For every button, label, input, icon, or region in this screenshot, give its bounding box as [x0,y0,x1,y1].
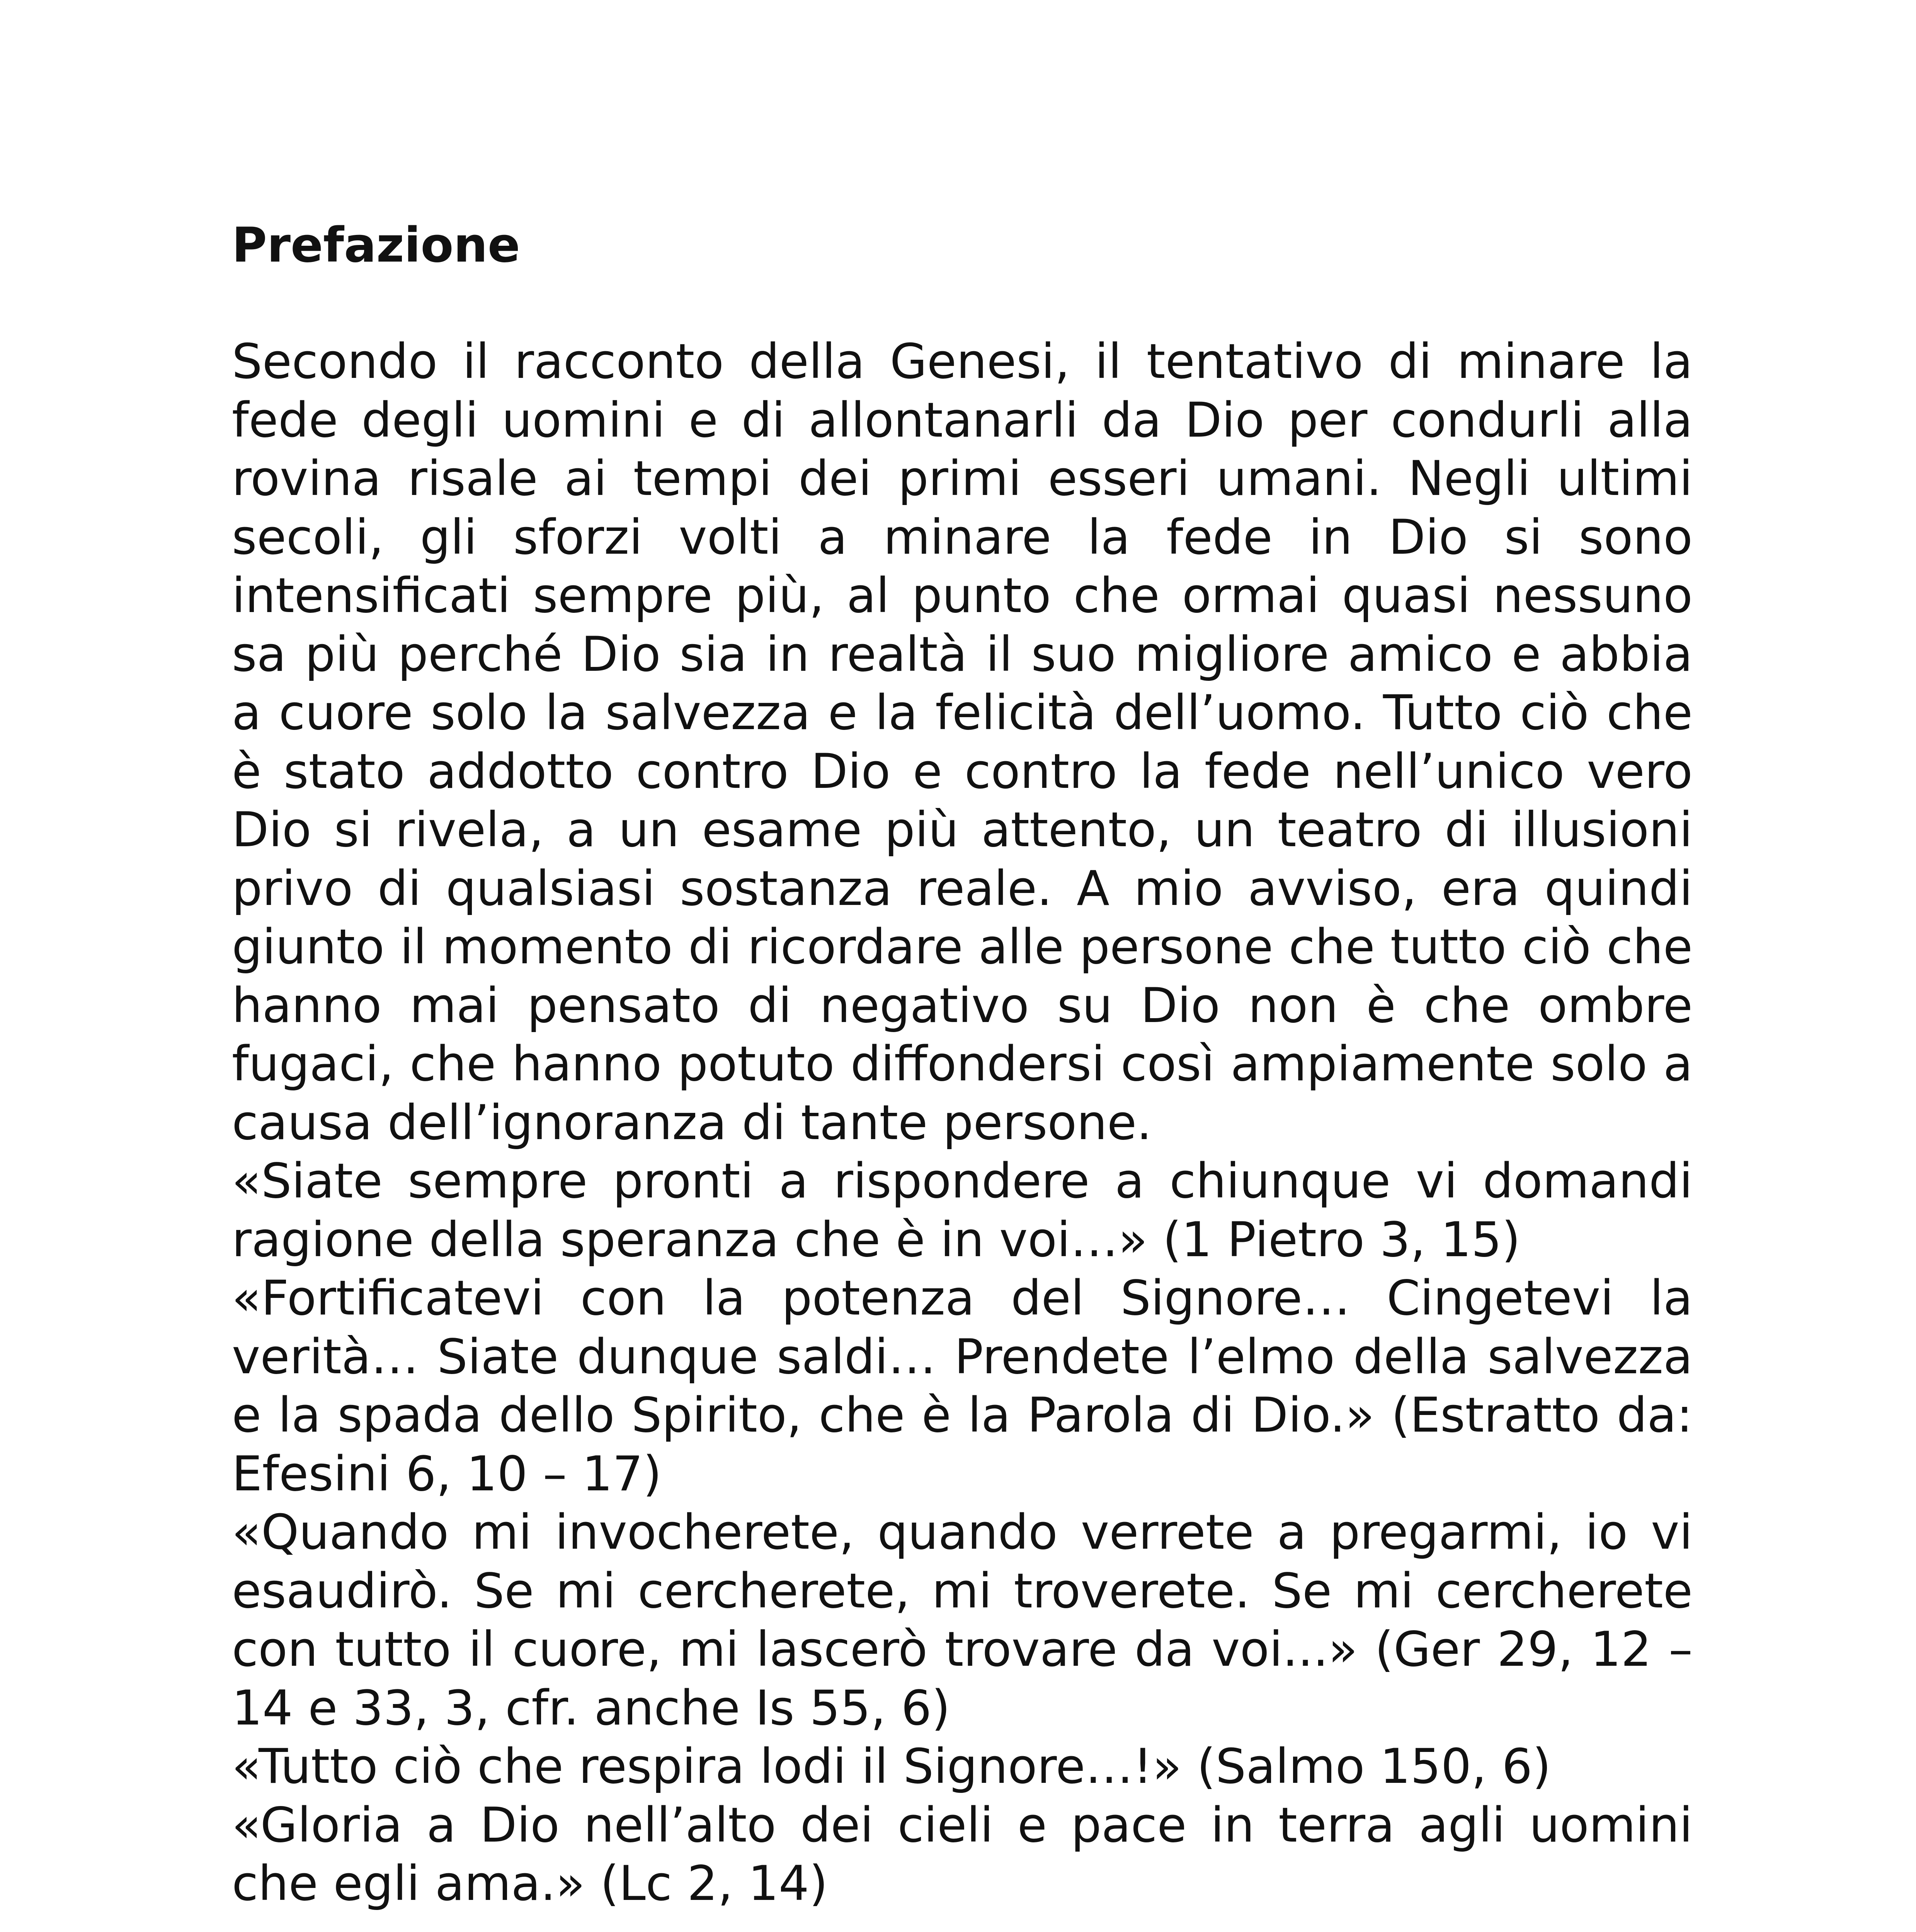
quote-paragraph: «Quando mi invocherete, quando verrete a pregarmi, io vi esaudirò. Se mi cercherete, mi troverete. Se mi cercherete con tutto il cuore, mi lascerò trovare da voi...» (Ger 29, 12 – 14 e 33, 3, cfr. anche Is 55, 6) [232,1505,1693,1736]
spacer [232,274,1693,333]
quote-paragraph: «Siate sempre pronti a rispondere a chiunque vi domandi ragione della speranza che è in voi…» (1 Pietro 3, 15) [232,1153,1693,1268]
quote-paragraph: «Fortificatevi con la potenza del Signore… Cingetevi la verità… Siate dunque saldi… Prendete l’elmo della salvezza e la spada dello Spirito, che è la Parola di Dio.» (Estratto da: Efesini 6, 10 – 17) [232,1270,1693,1502]
body-paragraph: Secondo il racconto della Genesi, il tentativo di minare la fede degli uomini e di allontanarli da Dio per condurli alla rovina risale ai tempi dei primi esseri umani. Negli ultimi secoli, gli sforzi volti a minare la fede in Dio si sono intensificati sempre più, al punto che ormai quasi nessuno sa più perché Dio sia in realtà il suo migliore amico e abbia a cuore solo la salvezza e la felicità dell’uomo. Tutto ciò che è stato addotto contro Dio e contro la fede nell’unico vero Dio si rivela, a un esame più attento, un teatro di illusioni privo di qualsiasi sostanza reale. A mio avviso, era quindi giunto il momento di ricordare alle persone che tutto ciò che hanno mai pensato di negativo su Dio non è che ombre fugaci, che hanno potuto diffondersi così ampiamente solo a causa dell’ignoranza di tante persone. [232,334,1693,1151]
page-title: Prefazione [232,218,520,273]
document-page [232,216,1693,1932]
quote-paragraph: «Gloria a Dio nell’alto dei cieli e pace in terra agli uomini che egli ama.» (Lc 2, 14) [232,1797,1693,1912]
quote-paragraph: «Tutto ciò che respira lodi il Signore…!» (Salmo 150, 6) [232,1739,1551,1794]
spacer [232,1913,1693,1932]
